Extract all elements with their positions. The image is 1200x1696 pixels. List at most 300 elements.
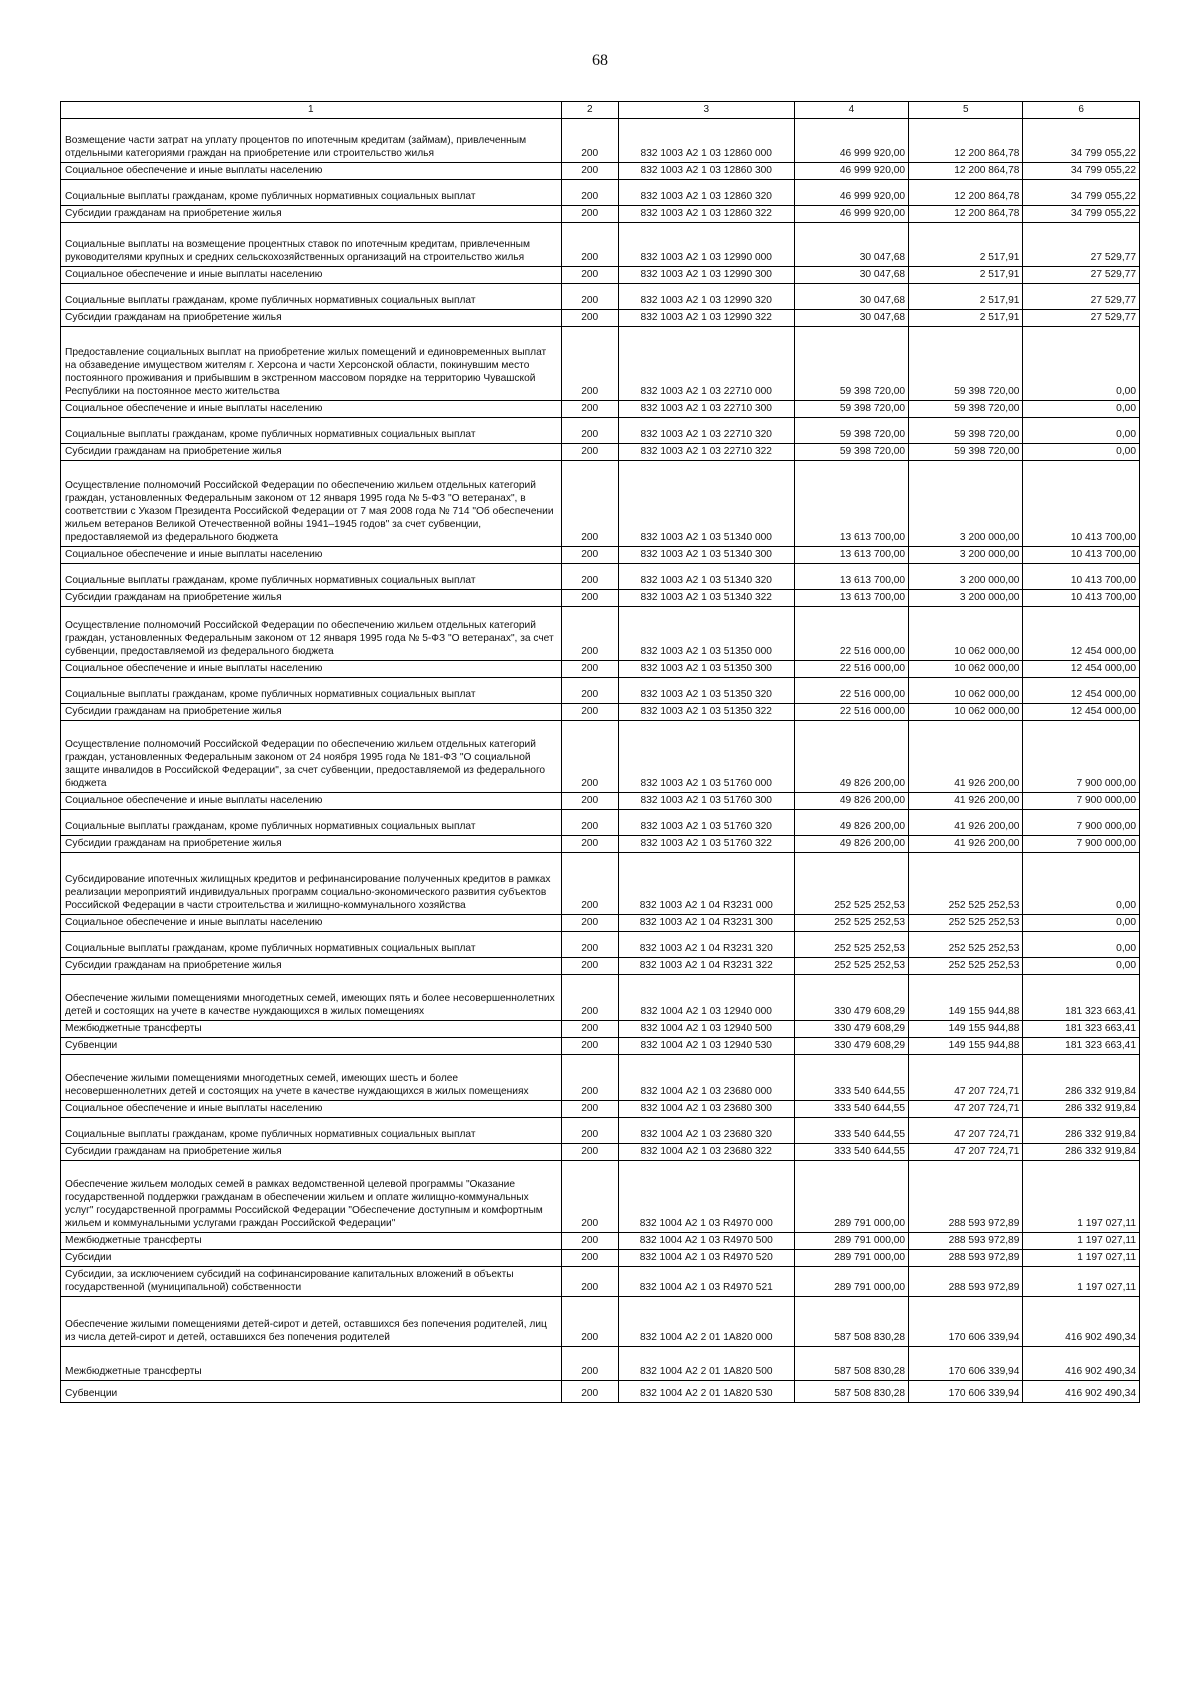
table-row (61, 1021, 1140, 1038)
row-classification-code-cell: 832 1003 А2 1 04 R3231 300 (618, 915, 794, 932)
table-row (61, 704, 1140, 721)
row-column-4-value: 46 999 920,00 (794, 163, 908, 180)
table-row (61, 853, 1140, 915)
row-column-5-value: 252 525 252,53 (909, 915, 1023, 932)
row-column-6-value: 286 332 919,84 (1023, 1118, 1140, 1144)
row-name-cell: Межбюджетные трансферты (61, 1021, 562, 1038)
row-classification-code-cell: 832 1003 А2 1 03 51340 322 (618, 590, 794, 607)
row-classification-code-cell: 832 1003 А2 1 03 51340 000 (618, 461, 794, 547)
row-column-6-value: 1 197 027,11 (1023, 1250, 1140, 1267)
row-column-5-value: 47 207 724,71 (909, 1144, 1023, 1161)
row-line-code-cell: 200 (561, 1267, 618, 1297)
row-classification-code-cell: 832 1003 А2 1 03 51350 300 (618, 661, 794, 678)
row-classification-code-cell: 832 1004 А2 1 03 12940 000 (618, 975, 794, 1021)
row-column-4-value: 30 047,68 (794, 284, 908, 310)
row-name-cell: Субсидии гражданам на приобретение жилья (61, 704, 562, 721)
table-row (61, 119, 1140, 163)
row-classification-code-cell: 832 1003 А2 1 03 51760 320 (618, 810, 794, 836)
row-column-6-value: 1 197 027,11 (1023, 1233, 1140, 1250)
row-column-6-value: 7 900 000,00 (1023, 793, 1140, 810)
row-line-code-cell: 200 (561, 206, 618, 223)
row-column-4-value: 289 791 000,00 (794, 1267, 908, 1297)
row-column-6-value: 181 323 663,41 (1023, 975, 1140, 1021)
row-name-cell: Социальные выплаты гражданам, кроме публичных нормативных социальных выплат (61, 932, 562, 958)
row-column-4-value: 49 826 200,00 (794, 793, 908, 810)
row-name-cell: Осуществление полномочий Российской Федерации по обеспечению жильем отдельных категорий граждан, установленных Федеральным законом от 12 января 1995 года № 5-ФЗ "О ветеранах", в соответствии с Указом Президента Российской Федерации от 7 мая 2008 года № 714 "Об обеспечении жильем ветеранов Великой Отечественной войны 1941–1945 годов" за счет субвенции, предоставляемой из федерального бюджета (61, 461, 562, 547)
row-column-4-value: 333 540 644,55 (794, 1144, 908, 1161)
row-column-5-value: 149 155 944,88 (909, 1021, 1023, 1038)
row-name-cell: Осуществление полномочий Российской Федерации по обеспечению жильем отдельных категорий граждан, установленных Федеральным законом от 12 января 1995 года № 5-ФЗ "О ветеранах", за счет субвенции, предоставляемой из федерального бюджета (61, 607, 562, 661)
row-column-4-value: 30 047,68 (794, 223, 908, 267)
row-line-code-cell: 200 (561, 1021, 618, 1038)
row-classification-code-cell: 832 1004 А2 1 03 12940 530 (618, 1038, 794, 1055)
table-row (61, 721, 1140, 793)
row-column-4-value: 30 047,68 (794, 267, 908, 284)
row-classification-code-cell: 832 1003 А2 1 03 51760 300 (618, 793, 794, 810)
row-column-4-value: 333 540 644,55 (794, 1118, 908, 1144)
row-name-cell: Социальное обеспечение и иные выплаты населению (61, 1101, 562, 1118)
row-column-5-value: 252 525 252,53 (909, 932, 1023, 958)
row-name-cell: Субвенции (61, 1381, 562, 1403)
row-line-code-cell: 200 (561, 793, 618, 810)
table-row (61, 915, 1140, 932)
table-row (61, 564, 1140, 590)
row-column-4-value: 252 525 252,53 (794, 958, 908, 975)
row-column-6-value: 27 529,77 (1023, 223, 1140, 267)
row-classification-code-cell: 832 1003 А2 1 03 12860 000 (618, 119, 794, 163)
row-column-6-value: 1 197 027,11 (1023, 1161, 1140, 1233)
row-column-4-value: 49 826 200,00 (794, 836, 908, 853)
row-classification-code-cell: 832 1003 А2 1 04 R3231 320 (618, 932, 794, 958)
row-column-6-value: 0,00 (1023, 401, 1140, 418)
table-row (61, 836, 1140, 853)
row-column-5-value: 2 517,91 (909, 310, 1023, 327)
row-line-code-cell: 200 (561, 547, 618, 564)
row-column-4-value: 13 613 700,00 (794, 564, 908, 590)
row-column-6-value: 0,00 (1023, 327, 1140, 401)
table-row (61, 590, 1140, 607)
row-name-cell: Социальные выплаты на возмещение процентных ставок по ипотечным кредитам, привлеченным руководителями крупных и средних сельскохозяйственных организаций на строительство жилья (61, 223, 562, 267)
row-name-cell: Социальное обеспечение и иные выплаты населению (61, 915, 562, 932)
row-line-code-cell: 200 (561, 932, 618, 958)
column-header-1: 1 (61, 102, 562, 119)
row-column-6-value: 10 413 700,00 (1023, 547, 1140, 564)
row-column-4-value: 13 613 700,00 (794, 547, 908, 564)
row-classification-code-cell: 832 1004 А2 1 03 23680 322 (618, 1144, 794, 1161)
table-row (61, 975, 1140, 1021)
row-classification-code-cell: 832 1003 А2 1 03 12990 322 (618, 310, 794, 327)
table-row (61, 1250, 1140, 1267)
row-column-6-value: 0,00 (1023, 853, 1140, 915)
row-classification-code-cell: 832 1003 А2 1 03 12860 320 (618, 180, 794, 206)
table-row (61, 547, 1140, 564)
row-column-5-value: 59 398 720,00 (909, 327, 1023, 401)
row-name-cell: Социальное обеспечение и иные выплаты населению (61, 793, 562, 810)
row-column-6-value: 12 454 000,00 (1023, 661, 1140, 678)
row-name-cell: Субсидии гражданам на приобретение жилья (61, 310, 562, 327)
row-column-4-value: 30 047,68 (794, 310, 908, 327)
table-row (61, 1267, 1140, 1297)
row-column-6-value: 10 413 700,00 (1023, 590, 1140, 607)
row-classification-code-cell: 832 1003 А2 1 03 51760 000 (618, 721, 794, 793)
row-line-code-cell: 200 (561, 1055, 618, 1101)
column-header-4: 4 (794, 102, 908, 119)
table-row (61, 444, 1140, 461)
row-column-6-value: 0,00 (1023, 932, 1140, 958)
row-column-5-value: 2 517,91 (909, 284, 1023, 310)
row-classification-code-cell: 832 1004 А2 2 01 1А820 500 (618, 1347, 794, 1381)
row-column-6-value: 181 323 663,41 (1023, 1021, 1140, 1038)
row-column-5-value: 288 593 972,89 (909, 1250, 1023, 1267)
row-column-6-value: 0,00 (1023, 915, 1140, 932)
row-line-code-cell: 200 (561, 461, 618, 547)
row-column-4-value: 46 999 920,00 (794, 206, 908, 223)
row-classification-code-cell: 832 1003 А2 1 03 22710 322 (618, 444, 794, 461)
row-name-cell: Обеспечение жилыми помещениями многодетных семей, имеющих пять и более несовершеннолетних детей и состоящих на учете в качестве нуждающихся в жилых помещениях (61, 975, 562, 1021)
table-row (61, 1038, 1140, 1055)
row-line-code-cell: 200 (561, 1250, 618, 1267)
table-row (61, 1233, 1140, 1250)
row-column-4-value: 13 613 700,00 (794, 461, 908, 547)
row-line-code-cell: 200 (561, 284, 618, 310)
row-column-5-value: 288 593 972,89 (909, 1161, 1023, 1233)
row-line-code-cell: 200 (561, 310, 618, 327)
row-column-5-value: 252 525 252,53 (909, 853, 1023, 915)
row-classification-code-cell: 832 1003 А2 1 03 12860 300 (618, 163, 794, 180)
row-column-4-value: 289 791 000,00 (794, 1161, 908, 1233)
table-row (61, 1347, 1140, 1381)
row-name-cell: Социальное обеспечение и иные выплаты населению (61, 163, 562, 180)
row-name-cell: Субсидии гражданам на приобретение жилья (61, 590, 562, 607)
row-classification-code-cell: 832 1004 А2 1 03 R4970 500 (618, 1233, 794, 1250)
table-row (61, 607, 1140, 661)
row-line-code-cell: 200 (561, 401, 618, 418)
row-classification-code-cell: 832 1003 А2 1 03 22710 320 (618, 418, 794, 444)
row-name-cell: Субсидии гражданам на приобретение жилья (61, 836, 562, 853)
row-column-5-value: 149 155 944,88 (909, 975, 1023, 1021)
row-column-5-value: 170 606 339,94 (909, 1347, 1023, 1381)
row-column-5-value: 2 517,91 (909, 223, 1023, 267)
row-classification-code-cell: 832 1004 А2 1 03 23680 320 (618, 1118, 794, 1144)
row-line-code-cell: 200 (561, 1144, 618, 1161)
table-row (61, 163, 1140, 180)
row-column-5-value: 41 926 200,00 (909, 793, 1023, 810)
row-column-4-value: 22 516 000,00 (794, 678, 908, 704)
row-classification-code-cell: 832 1004 А2 1 03 R4970 000 (618, 1161, 794, 1233)
row-column-5-value: 10 062 000,00 (909, 704, 1023, 721)
row-name-cell: Субсидирование ипотечных жилищных кредитов и рефинансирование полученных кредитов в рамках реализации мероприятий индивидуальных программ социально-экономического развития субъектов Российской Федерации в части строительства и жилищно-коммунального хозяйства (61, 853, 562, 915)
row-column-5-value: 288 593 972,89 (909, 1233, 1023, 1250)
row-name-cell: Возмещение части затрат на уплату процентов по ипотечным кредитам (займам), привлеченным отдельными категориями граждан на приобретение или строительство жилья (61, 119, 562, 163)
row-column-5-value: 10 062 000,00 (909, 661, 1023, 678)
row-column-6-value: 286 332 919,84 (1023, 1101, 1140, 1118)
row-column-4-value: 46 999 920,00 (794, 119, 908, 163)
row-classification-code-cell: 832 1004 А2 1 03 12940 500 (618, 1021, 794, 1038)
row-column-5-value: 47 207 724,71 (909, 1055, 1023, 1101)
row-classification-code-cell: 832 1004 А2 2 01 1А820 530 (618, 1381, 794, 1403)
column-header-2: 2 (561, 102, 618, 119)
column-header-5: 5 (909, 102, 1023, 119)
row-line-code-cell: 200 (561, 1038, 618, 1055)
row-classification-code-cell: 832 1003 А2 1 03 12990 000 (618, 223, 794, 267)
row-column-6-value: 27 529,77 (1023, 310, 1140, 327)
row-name-cell: Социальные выплаты гражданам, кроме публичных нормативных социальных выплат (61, 678, 562, 704)
row-column-4-value: 22 516 000,00 (794, 607, 908, 661)
row-name-cell: Социальное обеспечение и иные выплаты населению (61, 661, 562, 678)
row-column-4-value: 49 826 200,00 (794, 810, 908, 836)
row-column-6-value: 10 413 700,00 (1023, 461, 1140, 547)
table-row (61, 1055, 1140, 1101)
table-row (61, 267, 1140, 284)
row-name-cell: Обеспечение жильем молодых семей в рамках ведомственной целевой программы "Оказание государственной поддержки гражданам в обеспечении жильем и оплате жилищно-коммунальных услуг" государственной программы Российской Федерации "Обеспечение доступным и комфортным жильем и коммунальными услугами граждан Российской Федерации" (61, 1161, 562, 1233)
table-row (61, 1161, 1140, 1233)
row-name-cell: Социальное обеспечение и иные выплаты населению (61, 547, 562, 564)
row-column-6-value: 27 529,77 (1023, 267, 1140, 284)
table-row (61, 310, 1140, 327)
row-classification-code-cell: 832 1004 А2 1 03 23680 000 (618, 1055, 794, 1101)
row-column-6-value: 0,00 (1023, 418, 1140, 444)
row-column-4-value: 59 398 720,00 (794, 327, 908, 401)
row-column-4-value: 289 791 000,00 (794, 1250, 908, 1267)
table-row (61, 678, 1140, 704)
row-column-5-value: 12 200 864,78 (909, 206, 1023, 223)
row-column-6-value: 12 454 000,00 (1023, 678, 1140, 704)
row-classification-code-cell: 832 1003 А2 1 03 51350 320 (618, 678, 794, 704)
row-column-5-value: 59 398 720,00 (909, 444, 1023, 461)
row-column-5-value: 170 606 339,94 (909, 1381, 1023, 1403)
row-line-code-cell: 200 (561, 418, 618, 444)
row-column-6-value: 10 413 700,00 (1023, 564, 1140, 590)
row-name-cell: Межбюджетные трансферты (61, 1347, 562, 1381)
budget-table-body (61, 102, 1140, 1403)
row-line-code-cell: 200 (561, 223, 618, 267)
table-row (61, 223, 1140, 267)
row-column-5-value: 59 398 720,00 (909, 418, 1023, 444)
table-row (61, 461, 1140, 547)
row-column-4-value: 330 479 608,29 (794, 1038, 908, 1055)
row-line-code-cell: 200 (561, 1161, 618, 1233)
row-column-5-value: 59 398 720,00 (909, 401, 1023, 418)
row-column-4-value: 46 999 920,00 (794, 180, 908, 206)
row-classification-code-cell: 832 1003 А2 1 03 12990 320 (618, 284, 794, 310)
row-column-4-value: 59 398 720,00 (794, 444, 908, 461)
row-column-5-value: 12 200 864,78 (909, 119, 1023, 163)
row-column-5-value: 41 926 200,00 (909, 836, 1023, 853)
row-line-code-cell: 200 (561, 853, 618, 915)
row-name-cell: Субсидии гражданам на приобретение жилья (61, 1144, 562, 1161)
table-row (61, 793, 1140, 810)
row-column-6-value: 416 902 490,34 (1023, 1381, 1140, 1403)
row-name-cell: Социальные выплаты гражданам, кроме публичных нормативных социальных выплат (61, 418, 562, 444)
row-column-5-value: 47 207 724,71 (909, 1118, 1023, 1144)
row-line-code-cell: 200 (561, 1381, 618, 1403)
row-line-code-cell: 200 (561, 721, 618, 793)
row-column-4-value: 587 508 830,28 (794, 1347, 908, 1381)
row-column-4-value: 252 525 252,53 (794, 915, 908, 932)
row-line-code-cell: 200 (561, 1347, 618, 1381)
row-classification-code-cell: 832 1003 А2 1 03 51340 300 (618, 547, 794, 564)
row-name-cell: Социальные выплаты гражданам, кроме публичных нормативных социальных выплат (61, 1118, 562, 1144)
row-line-code-cell: 200 (561, 163, 618, 180)
row-column-4-value: 49 826 200,00 (794, 721, 908, 793)
row-classification-code-cell: 832 1003 А2 1 03 51340 320 (618, 564, 794, 590)
row-column-4-value: 252 525 252,53 (794, 932, 908, 958)
row-name-cell: Субсидии гражданам на приобретение жилья (61, 444, 562, 461)
row-classification-code-cell: 832 1003 А2 1 04 R3231 000 (618, 853, 794, 915)
table-row (61, 1381, 1140, 1403)
row-name-cell: Межбюджетные трансферты (61, 1233, 562, 1250)
row-name-cell: Субсидии гражданам на приобретение жилья (61, 206, 562, 223)
row-line-code-cell: 200 (561, 607, 618, 661)
row-line-code-cell: 200 (561, 915, 618, 932)
budget-table (60, 101, 1140, 1403)
row-name-cell: Субсидии, за исключением субсидий на софинансирование капитальных вложений в объекты государственной (муниципальной) собственности (61, 1267, 562, 1297)
row-name-cell: Социальное обеспечение и иные выплаты населению (61, 401, 562, 418)
column-header-3: 3 (618, 102, 794, 119)
row-name-cell: Обеспечение жилыми помещениями многодетных семей, имеющих шесть и более несовершеннолетних детей и состоящих на учете в качестве нуждающихся в жилых помещениях (61, 1055, 562, 1101)
row-column-5-value: 3 200 000,00 (909, 461, 1023, 547)
row-column-5-value: 2 517,91 (909, 267, 1023, 284)
row-column-5-value: 41 926 200,00 (909, 721, 1023, 793)
row-line-code-cell: 200 (561, 958, 618, 975)
row-column-5-value: 3 200 000,00 (909, 564, 1023, 590)
row-line-code-cell: 200 (561, 1297, 618, 1347)
row-name-cell: Субвенции (61, 1038, 562, 1055)
row-column-4-value: 330 479 608,29 (794, 975, 908, 1021)
table-row (61, 418, 1140, 444)
row-column-5-value: 252 525 252,53 (909, 958, 1023, 975)
row-column-4-value: 22 516 000,00 (794, 661, 908, 678)
row-column-4-value: 289 791 000,00 (794, 1233, 908, 1250)
row-line-code-cell: 200 (561, 704, 618, 721)
row-line-code-cell: 200 (561, 1101, 618, 1118)
row-column-5-value: 12 200 864,78 (909, 180, 1023, 206)
row-line-code-cell: 200 (561, 810, 618, 836)
table-row (61, 327, 1140, 401)
table-row (61, 1297, 1140, 1347)
row-name-cell: Социальное обеспечение и иные выплаты населению (61, 267, 562, 284)
row-name-cell: Осуществление полномочий Российской Федерации по обеспечению жильем отдельных категорий граждан, установленных Федеральным законом от 24 ноября 1995 года № 181-ФЗ "О социальной защите инвалидов в Российской Федерации", за счет субвенции, предоставляемой из федерального бюджета (61, 721, 562, 793)
row-column-6-value: 12 454 000,00 (1023, 607, 1140, 661)
row-column-4-value: 333 540 644,55 (794, 1055, 908, 1101)
row-column-6-value: 7 900 000,00 (1023, 810, 1140, 836)
row-column-4-value: 587 508 830,28 (794, 1381, 908, 1403)
table-row (61, 1144, 1140, 1161)
row-column-5-value: 288 593 972,89 (909, 1267, 1023, 1297)
row-column-6-value: 0,00 (1023, 444, 1140, 461)
row-classification-code-cell: 832 1004 А2 1 03 R4970 520 (618, 1250, 794, 1267)
row-line-code-cell: 200 (561, 267, 618, 284)
row-column-5-value: 10 062 000,00 (909, 607, 1023, 661)
row-column-6-value: 7 900 000,00 (1023, 721, 1140, 793)
row-column-4-value: 22 516 000,00 (794, 704, 908, 721)
row-classification-code-cell: 832 1003 А2 1 03 22710 000 (618, 327, 794, 401)
row-classification-code-cell: 832 1003 А2 1 04 R3231 322 (618, 958, 794, 975)
row-name-cell: Социальные выплаты гражданам, кроме публичных нормативных социальных выплат (61, 284, 562, 310)
table-row (61, 932, 1140, 958)
table-row (61, 206, 1140, 223)
row-column-4-value: 252 525 252,53 (794, 853, 908, 915)
row-column-5-value: 47 207 724,71 (909, 1101, 1023, 1118)
row-column-6-value: 416 902 490,34 (1023, 1297, 1140, 1347)
row-column-4-value: 333 540 644,55 (794, 1101, 908, 1118)
row-name-cell: Предоставление социальных выплат на приобретение жилых помещений и единовременных выплат на обзаведение имуществом жителям г. Херсона и части Херсонской области, покинувшим место постоянного проживания и прибывшим в экстренном массовом порядке на территорию Чувашской Республики на постоянное место жительства (61, 327, 562, 401)
row-line-code-cell: 200 (561, 327, 618, 401)
row-classification-code-cell: 832 1003 А2 1 03 51760 322 (618, 836, 794, 853)
row-name-cell: Субсидии гражданам на приобретение жилья (61, 958, 562, 975)
page-number: 68 (592, 52, 608, 69)
row-column-4-value: 59 398 720,00 (794, 401, 908, 418)
row-column-5-value: 149 155 944,88 (909, 1038, 1023, 1055)
row-line-code-cell: 200 (561, 836, 618, 853)
row-column-6-value: 7 900 000,00 (1023, 836, 1140, 853)
row-column-4-value: 587 508 830,28 (794, 1297, 908, 1347)
row-column-5-value: 10 062 000,00 (909, 678, 1023, 704)
table-row (61, 1101, 1140, 1118)
row-line-code-cell: 200 (561, 119, 618, 163)
row-line-code-cell: 200 (561, 444, 618, 461)
row-line-code-cell: 200 (561, 590, 618, 607)
row-name-cell: Социальные выплаты гражданам, кроме публичных нормативных социальных выплат (61, 180, 562, 206)
row-classification-code-cell: 832 1003 А2 1 03 12860 322 (618, 206, 794, 223)
row-classification-code-cell: 832 1003 А2 1 03 22710 300 (618, 401, 794, 418)
row-column-6-value: 34 799 055,22 (1023, 163, 1140, 180)
row-name-cell: Социальные выплаты гражданам, кроме публичных нормативных социальных выплат (61, 564, 562, 590)
row-column-4-value: 330 479 608,29 (794, 1021, 908, 1038)
table-row (61, 180, 1140, 206)
row-line-code-cell: 200 (561, 1118, 618, 1144)
row-column-6-value: 286 332 919,84 (1023, 1055, 1140, 1101)
row-column-5-value: 3 200 000,00 (909, 547, 1023, 564)
row-column-6-value: 34 799 055,22 (1023, 119, 1140, 163)
row-column-6-value: 12 454 000,00 (1023, 704, 1140, 721)
column-header-6: 6 (1023, 102, 1140, 119)
row-column-6-value: 34 799 055,22 (1023, 180, 1140, 206)
table-row (61, 810, 1140, 836)
row-line-code-cell: 200 (561, 661, 618, 678)
row-classification-code-cell: 832 1004 А2 1 03 23680 300 (618, 1101, 794, 1118)
row-column-5-value: 170 606 339,94 (909, 1297, 1023, 1347)
row-classification-code-cell: 832 1004 А2 1 03 R4970 521 (618, 1267, 794, 1297)
row-line-code-cell: 200 (561, 564, 618, 590)
row-name-cell: Субсидии (61, 1250, 562, 1267)
row-column-5-value: 41 926 200,00 (909, 810, 1023, 836)
table-row (61, 1118, 1140, 1144)
row-line-code-cell: 200 (561, 180, 618, 206)
row-line-code-cell: 200 (561, 1233, 618, 1250)
row-column-6-value: 286 332 919,84 (1023, 1144, 1140, 1161)
row-column-6-value: 181 323 663,41 (1023, 1038, 1140, 1055)
row-name-cell: Обеспечение жилыми помещениями детей-сирот и детей, оставшихся без попечения родителей, лиц из числа детей-сирот и детей, оставшихся без попечения родителей (61, 1297, 562, 1347)
column-number-header-row (61, 102, 1140, 119)
table-row (61, 284, 1140, 310)
table-row (61, 958, 1140, 975)
row-column-6-value: 0,00 (1023, 958, 1140, 975)
row-classification-code-cell: 832 1003 А2 1 03 51350 000 (618, 607, 794, 661)
row-column-6-value: 34 799 055,22 (1023, 206, 1140, 223)
row-column-6-value: 27 529,77 (1023, 284, 1140, 310)
row-column-6-value: 416 902 490,34 (1023, 1347, 1140, 1381)
row-classification-code-cell: 832 1003 А2 1 03 12990 300 (618, 267, 794, 284)
row-line-code-cell: 200 (561, 975, 618, 1021)
row-column-5-value: 3 200 000,00 (909, 590, 1023, 607)
row-column-4-value: 13 613 700,00 (794, 590, 908, 607)
row-classification-code-cell: 832 1004 А2 2 01 1А820 000 (618, 1297, 794, 1347)
table-row (61, 661, 1140, 678)
row-column-6-value: 1 197 027,11 (1023, 1267, 1140, 1297)
row-column-5-value: 12 200 864,78 (909, 163, 1023, 180)
row-classification-code-cell: 832 1003 А2 1 03 51350 322 (618, 704, 794, 721)
